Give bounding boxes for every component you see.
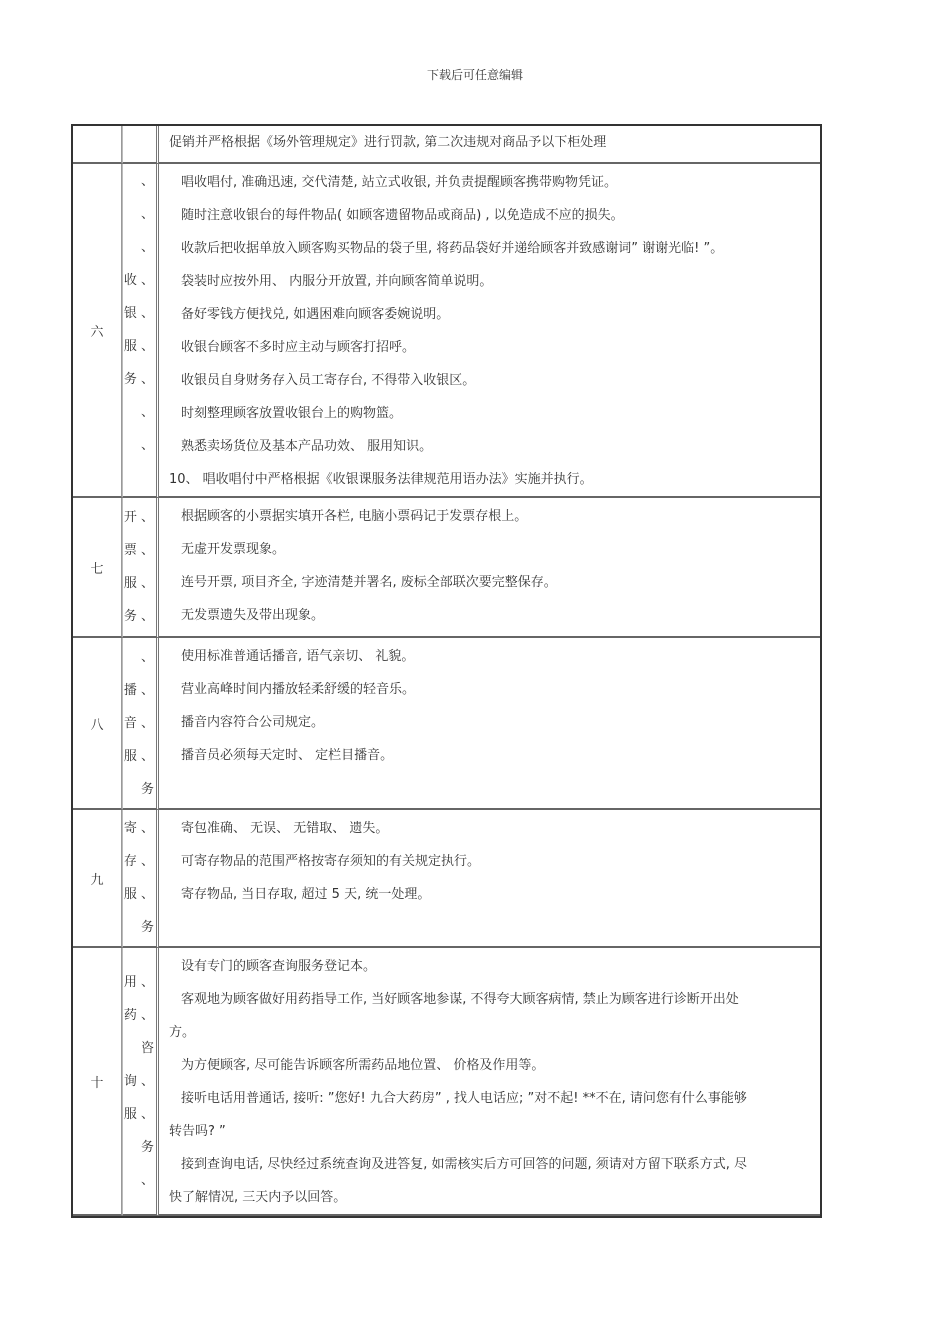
list-item: 播音内容符合公司规定。	[181, 715, 325, 730]
row-content	[159, 810, 820, 948]
list-item: 10、 唱收唱付中严格根据《收银课服务法律规范用语办法》实施并执行。	[169, 472, 593, 487]
list-item: 连号开票, 项目齐全, 字迹清楚并署名, 废标全部联次要完整保存。	[181, 575, 557, 590]
category-char: 、	[140, 649, 154, 665]
row-content	[159, 638, 820, 810]
category-char: 银 、	[123, 306, 154, 321]
category-char: 服 、	[123, 1106, 154, 1122]
list-item: 唱收唱付, 准确迅速, 交代清楚, 站立式收银, 并负责提醒顾客携带购物凭证。	[181, 175, 618, 190]
list-item: 接到查询电话, 尽快经过系统查询及进答复, 如需核实后方可回答的问题, 须请对方留下联系方式, 尽	[181, 1157, 748, 1172]
category-char: 药 、	[123, 1007, 154, 1023]
list-item: 熟悉卖场货位及基本产品功效、 服用知识。	[181, 439, 433, 454]
list-item: 收银员自身财务存入员工寄存台, 不得带入收银区。	[181, 373, 476, 388]
row-category	[122, 638, 159, 810]
category-char: 务	[140, 1139, 154, 1155]
list-item: 备好零钱方便找兑, 如遇困难向顾客委婉说明。	[181, 307, 450, 322]
list-item: 营业高峰时间内播放轻柔舒缓的轻音乐。	[181, 682, 416, 697]
list-item: 使用标准普通话播音, 语气亲切、 礼貌。	[181, 649, 415, 664]
category-char: 服 、	[123, 887, 154, 902]
table-row	[73, 810, 820, 948]
list-item: 根据顾客的小票据实填开各栏, 电脑小票码记于发票存根上。	[181, 509, 528, 524]
list-item: 接听电话用普通话, 接听: ”您好! 九合大药房” , 找人电话应; ”对不起! **不在, 请问您有什么事能够	[181, 1091, 747, 1106]
category-char: 务 、	[123, 609, 154, 624]
row-category	[122, 810, 159, 948]
category-char: 、	[140, 405, 154, 420]
category-char: 用 、	[123, 974, 154, 990]
row-content	[159, 164, 820, 498]
list-item: 促销并严格根据《场外管理规定》进行罚款, 第二次违规对商品予以下柜处理	[169, 135, 607, 150]
list-item: 客观地为顾客做好用药指导工作, 当好顾客地参谋, 不得夸大顾客病情, 禁止为顾客进行诊断开出处	[181, 992, 739, 1007]
category-char: 务	[140, 920, 154, 935]
category-char: 务	[140, 781, 154, 797]
row-number: 九	[73, 810, 122, 948]
row-category	[122, 948, 159, 1216]
list-item: 设有专门的顾客查询服务登记本。	[181, 959, 377, 974]
list-item: 无虚开发票现象。	[181, 542, 286, 557]
row-category	[122, 164, 159, 498]
category-char: 寄 、	[123, 821, 154, 836]
list-item: 转告吗? ”	[169, 1124, 226, 1139]
category-char: 票 、	[123, 543, 154, 558]
category-char: 播 、	[123, 682, 154, 698]
row-number: 六	[73, 164, 122, 498]
list-item: 寄存物品, 当日存取, 超过 5 天, 统一处理。	[181, 887, 431, 902]
row-content	[159, 498, 820, 638]
category-char: 、	[140, 1172, 154, 1188]
list-item: 袋装时应按外用、 内服分开放置, 并向顾客简单说明。	[181, 274, 493, 289]
row-content	[159, 126, 820, 164]
list-item: 播音员必须每天定时、 定栏目播音。	[181, 748, 394, 763]
list-item: 寄包准确、 无误、 无错取、 遗失。	[181, 821, 389, 836]
table-row	[73, 948, 820, 1216]
category-char: 咨	[140, 1040, 154, 1056]
row-content	[159, 948, 820, 1216]
row-number: 八	[73, 638, 122, 810]
list-item: 快了解情况, 三天内予以回答。	[169, 1190, 347, 1205]
list-item: 无发票遗失及带出现象。	[181, 608, 325, 623]
row-category	[122, 126, 159, 164]
row-number: 七	[73, 498, 122, 638]
row-number: 十	[73, 948, 122, 1216]
category-char: 服 、	[123, 748, 154, 764]
category-char: 存 、	[123, 854, 154, 869]
list-item: 可寄存物品的范围严格按寄存须知的有关规定执行。	[181, 854, 481, 869]
category-char: 开 、	[123, 510, 154, 525]
row-category	[122, 498, 159, 638]
list-item: 随时注意收银台的每件物品( 如顾客遗留物品或商品) , 以免造成不应的损失。	[181, 208, 624, 223]
list-item: 时刻整理顾客放置收银台上的购物篮。	[181, 406, 403, 421]
list-item: 为方便顾客, 尽可能告诉顾客所需药品地位置、 价格及作用等。	[181, 1058, 545, 1073]
table-row	[73, 638, 820, 810]
table-row	[73, 498, 820, 638]
category-char: 务 、	[123, 372, 154, 387]
category-char: 、	[140, 174, 154, 189]
category-char: 音 、	[123, 715, 154, 731]
category-char: 收 、	[123, 273, 154, 288]
category-char: 服 、	[123, 576, 154, 591]
table-row	[73, 126, 820, 164]
list-item: 收银台顾客不多时应主动与顾客打招呼。	[181, 340, 416, 355]
category-char: 服 、	[123, 339, 154, 354]
category-char: 、	[140, 240, 154, 255]
category-char: 询 、	[123, 1073, 154, 1089]
category-char: 、	[140, 207, 154, 222]
page-header: 下载后可任意编辑	[426, 68, 523, 82]
list-item: 收款后把收据单放入顾客购买物品的袋子里, 将药品袋好并递给顾客并致感谢词” 谢谢光临! ”。	[181, 241, 724, 256]
category-char: 、	[140, 438, 154, 453]
list-item: 方。	[169, 1025, 196, 1040]
table-row	[73, 164, 820, 498]
row-number	[73, 126, 122, 164]
service-standards-table	[71, 124, 822, 1218]
